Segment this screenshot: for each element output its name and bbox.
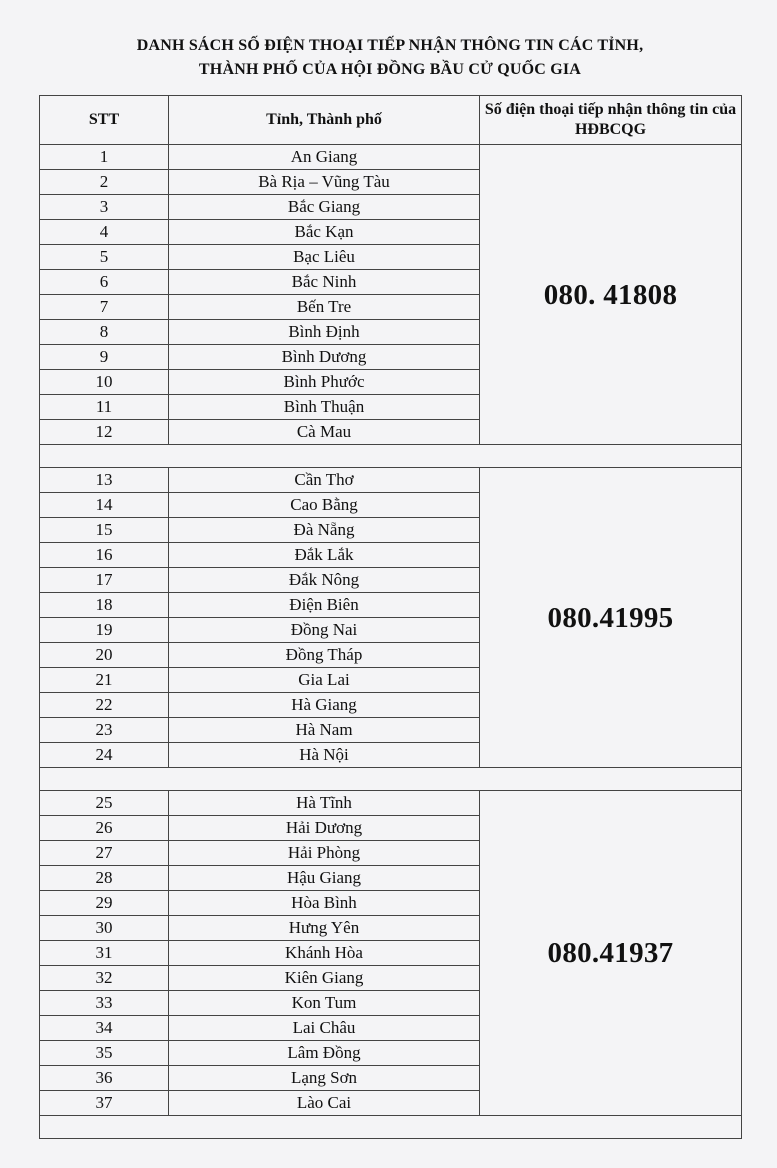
province-cell: Đắk Nông xyxy=(169,568,480,593)
province-cell: Bắc Ninh xyxy=(169,270,480,295)
stt-cell: 29 xyxy=(40,891,169,916)
phone-number-cell: 080.41937 xyxy=(480,791,742,1116)
stt-cell: 21 xyxy=(40,668,169,693)
province-cell: Lạng Sơn xyxy=(169,1066,480,1091)
province-cell: Hà Nội xyxy=(169,743,480,768)
separator-cell xyxy=(40,768,742,791)
province-cell: Bình Dương xyxy=(169,345,480,370)
stt-cell: 22 xyxy=(40,693,169,718)
stt-cell: 4 xyxy=(40,220,169,245)
stt-cell: 31 xyxy=(40,941,169,966)
separator-cell xyxy=(40,1116,742,1139)
province-cell: Cao Bằng xyxy=(169,493,480,518)
province-cell: Bình Định xyxy=(169,320,480,345)
province-cell: Bà Rịa – Vũng Tàu xyxy=(169,170,480,195)
stt-cell: 1 xyxy=(40,145,169,170)
stt-cell: 16 xyxy=(40,543,169,568)
stt-cell: 6 xyxy=(40,270,169,295)
stt-cell: 15 xyxy=(40,518,169,543)
stt-cell: 18 xyxy=(40,593,169,618)
province-cell: Hải Dương xyxy=(169,816,480,841)
stt-cell: 10 xyxy=(40,370,169,395)
province-cell: Đồng Nai xyxy=(169,618,480,643)
province-cell: Hà Giang xyxy=(169,693,480,718)
province-cell: Gia Lai xyxy=(169,668,480,693)
group-separator-row xyxy=(40,445,742,468)
province-cell: Đắk Lắk xyxy=(169,543,480,568)
stt-cell: 37 xyxy=(40,1091,169,1116)
province-cell: Bạc Liêu xyxy=(169,245,480,270)
separator-cell xyxy=(40,445,742,468)
stt-cell: 35 xyxy=(40,1041,169,1066)
province-cell: Kon Tum xyxy=(169,991,480,1016)
province-cell: Hải Phòng xyxy=(169,841,480,866)
table-row xyxy=(40,145,742,170)
phone-number-cell: 080.41995 xyxy=(480,468,742,768)
table-row xyxy=(40,791,742,816)
stt-cell: 3 xyxy=(40,195,169,220)
phone-number-cell: 080. 41808 xyxy=(480,145,742,445)
table-body xyxy=(40,145,742,1139)
province-cell: Bình Phước xyxy=(169,370,480,395)
stt-cell: 8 xyxy=(40,320,169,345)
stt-cell: 2 xyxy=(40,170,169,195)
stt-cell: 30 xyxy=(40,916,169,941)
stt-cell: 5 xyxy=(40,245,169,270)
stt-cell: 27 xyxy=(40,841,169,866)
province-cell: Hà Nam xyxy=(169,718,480,743)
stt-cell: 7 xyxy=(40,295,169,320)
province-cell: Hưng Yên xyxy=(169,916,480,941)
header-phone: Số điện thoại tiếp nhận thông tin của HĐBCQG xyxy=(480,96,742,145)
stt-cell: 19 xyxy=(40,618,169,643)
stt-cell: 33 xyxy=(40,991,169,1016)
stt-cell: 23 xyxy=(40,718,169,743)
stt-cell: 9 xyxy=(40,345,169,370)
province-cell: Hà Tĩnh xyxy=(169,791,480,816)
stt-cell: 28 xyxy=(40,866,169,891)
stt-cell: 20 xyxy=(40,643,169,668)
group-separator-row xyxy=(40,768,742,791)
province-cell: Lào Cai xyxy=(169,1091,480,1116)
stt-cell: 17 xyxy=(40,568,169,593)
stt-cell: 36 xyxy=(40,1066,169,1091)
stt-cell: 32 xyxy=(40,966,169,991)
group-separator-row xyxy=(40,1116,742,1139)
document-title xyxy=(40,34,740,82)
header-stt: STT xyxy=(40,96,169,145)
province-cell: Hậu Giang xyxy=(169,866,480,891)
stt-cell: 13 xyxy=(40,468,169,493)
province-cell: An Giang xyxy=(169,145,480,170)
province-cell: Đà Nẵng xyxy=(169,518,480,543)
stt-cell: 25 xyxy=(40,791,169,816)
province-cell: Bắc Kạn xyxy=(169,220,480,245)
province-cell: Cà Mau xyxy=(169,420,480,445)
province-cell: Bắc Giang xyxy=(169,195,480,220)
province-cell: Lâm Đồng xyxy=(169,1041,480,1066)
header-province: Tỉnh, Thành phố xyxy=(169,96,480,145)
stt-cell: 24 xyxy=(40,743,169,768)
stt-cell: 11 xyxy=(40,395,169,420)
province-cell: Đồng Tháp xyxy=(169,643,480,668)
province-cell: Khánh Hòa xyxy=(169,941,480,966)
stt-cell: 34 xyxy=(40,1016,169,1041)
title-line-1: DANH SÁCH SỐ ĐIỆN THOẠI TIẾP NHẬN THÔNG TIN CÁC TỈNH, xyxy=(136,37,644,54)
province-cell: Kiên Giang xyxy=(169,966,480,991)
stt-cell: 14 xyxy=(40,493,169,518)
province-cell: Điện Biên xyxy=(169,593,480,618)
table-header-row xyxy=(40,96,742,145)
province-cell: Cần Thơ xyxy=(169,468,480,493)
stt-cell: 12 xyxy=(40,420,169,445)
province-cell: Lai Châu xyxy=(169,1016,480,1041)
table-row xyxy=(40,468,742,493)
stt-cell: 26 xyxy=(40,816,169,841)
province-cell: Bến Tre xyxy=(169,295,480,320)
province-cell: Bình Thuận xyxy=(169,395,480,420)
phone-directory-table xyxy=(39,95,742,1139)
title-line-2: THÀNH PHỐ CỦA HỘI ĐỒNG BẦU CỬ QUỐC GIA xyxy=(198,61,582,78)
province-cell: Hòa Bình xyxy=(169,891,480,916)
